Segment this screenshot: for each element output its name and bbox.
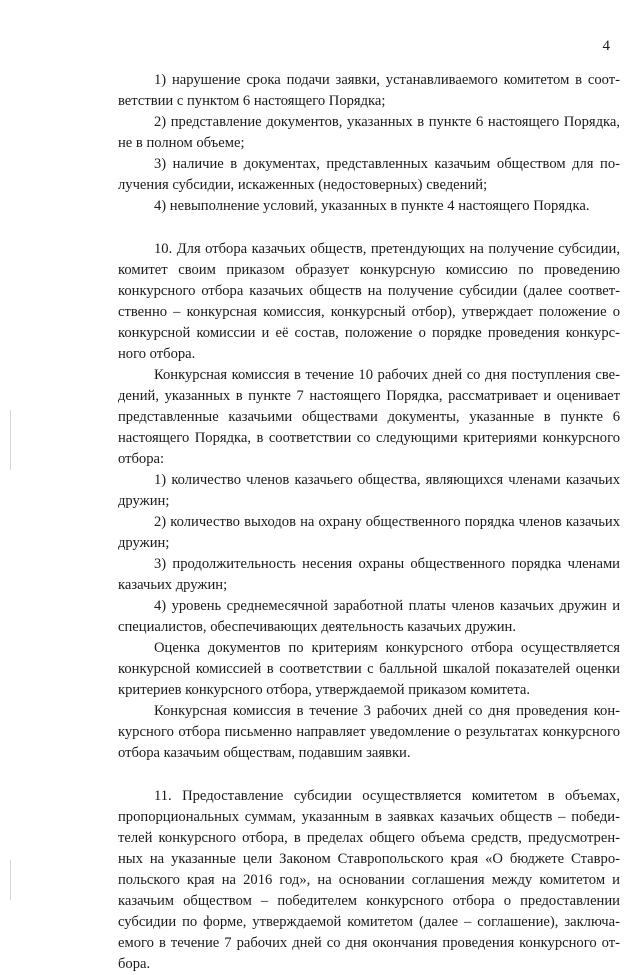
notification-paragraph: Конкурсная комиссия в течение 3 рабочих дней со дня проведения конкурсного отбора письменно направляет уведомление о результатах конкурсного отбора казачьим обществам, подавшим заявки. [118, 703, 620, 761]
page-number: 4 [602, 38, 610, 54]
list-item-4: 4) невыполнение условий, указанных в пункте 4 настоящего Порядка. [154, 198, 590, 214]
list-item-1: 1) нарушение срока подачи заявки, устанавливаемого комитетом в соответствии с пунктом 6 настоящего Порядка; [118, 72, 620, 109]
section-11-paragraph: 11. Предоставление субсидии осуществляется комитетом в объемах, пропорциональных суммам, указанным в заявках казачьих обществ – победителей конкурсного отбора, в пределах общего объема средств, предусмотренных на указанные цели Законом Ставропольского края «О бюджете Ставропольского края на 2016 год», на основании соглашения между комитетом и казачьим обществом – победителем конкурсного отбора о предоставлении субсидии по форме, утверждаемой комитетом (далее – соглашение), заключаемого в течение 7 рабочих дней со дня окончания проведения конкурсного отбора. [118, 788, 620, 972]
list-item-3: 3) наличие в документах, представленных казачьим обществом для получения субсидии, искаженных (недостоверных) сведений; [118, 156, 620, 193]
list-item-2: 2) представление документов, указанных в пункте 6 настоящего Порядка, не в полном объеме; [118, 114, 620, 151]
criterion-4: 4) уровень среднемесячной заработной платы членов казачьих дружин и специалистов, обеспечивающих деятельность казачьих дружин. [118, 598, 620, 635]
paragraph-gap [118, 764, 620, 786]
section-10-paragraph: 10. Для отбора казачьих обществ, претендующих на получение субсидии, комитет своим приказом образует конкурсную комиссию по проведению конкурсного отбора казачьих обществ на получение субсидии (далее соответственно – конкурсная комиссия, конкурсный отбор), утверждает положение о конкурсной комиссии и её состав, положение о порядке проведения конкурсного отбора. [118, 241, 620, 362]
document-body [118, 70, 620, 975]
scan-margin-mark [10, 410, 11, 470]
evaluation-paragraph: Оценка документов по критериям конкурсного отбора осуществляется конкурсной комиссией в соответствии с балльной шкалой показателей оценки критериев конкурсного отбора, утверждаемой приказом комитета. [118, 640, 620, 698]
criterion-1: 1) количество членов казачьего общества, являющихся членами казачьих дружин; [118, 472, 620, 509]
scan-margin-mark [10, 860, 11, 900]
criterion-3: 3) продолжительность несения охраны общественного порядка членами казачьих дружин; [118, 556, 620, 593]
criterion-2: 2) количество выходов на охрану общественного порядка членов казачьих дружин; [118, 514, 620, 551]
commission-review-paragraph: Конкурсная комиссия в течение 10 рабочих дней со дня поступления сведений, указанных в пункте 7 настоящего Порядка, рассматривает и оценивает представленные казачьими обществами документы, указанные в пункте 6 настоящего Порядка, в соответствии со следующими критериями конкурсного отбора: [118, 367, 620, 467]
paragraph-gap [118, 217, 620, 239]
